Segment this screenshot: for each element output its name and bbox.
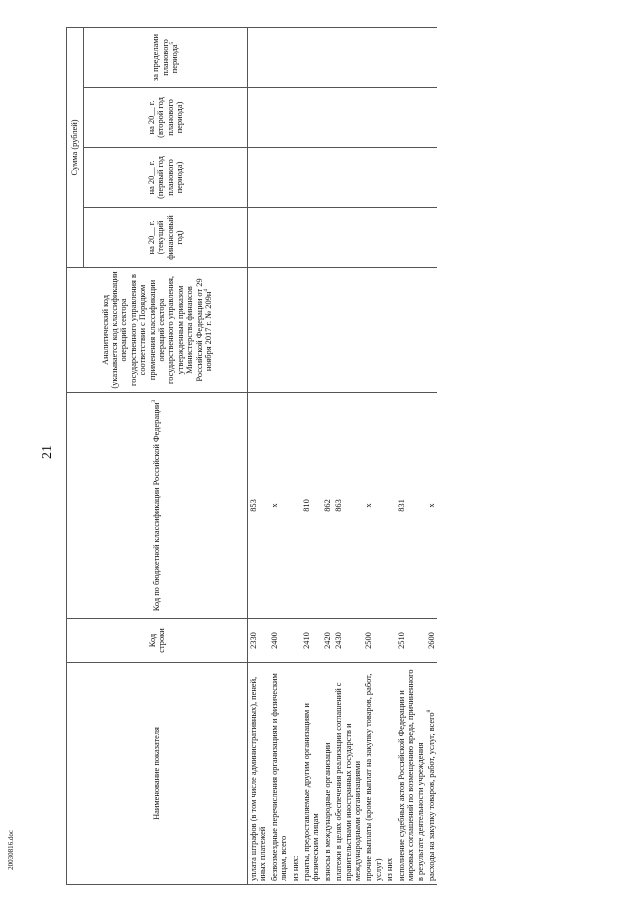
row-code: 2410 [301,619,322,663]
row-kbk: 831 [396,393,426,619]
table-row [426,27,437,884]
row-sum-beyond [290,27,301,87]
row-sum-second [248,88,269,148]
table-row [269,27,290,884]
header-code: Код строки [67,619,248,663]
row-sum-current [322,208,333,268]
row-name: расходы на закупку товаров, работ, услуг, всего$^8$ [426,663,437,885]
row-name: из них: [290,663,301,885]
row-analytic [333,268,363,393]
row-analytic [426,268,437,393]
row-code: 2400 [269,619,290,663]
header-first-plan-year: на 20__ г. (первый год планового периода) [84,148,248,208]
row-analytic [290,268,301,393]
row-code: 2510 [396,619,426,663]
header-beyond-plan: за пределами планового периода$^5$ [84,27,248,87]
row-sum-second [290,88,301,148]
row-sum-current [290,208,301,268]
row-sum-first [301,148,322,208]
row-name: взносы в международные организации [322,663,333,885]
row-kbk: x [363,393,384,619]
row-sum-first [384,148,395,208]
table-row [248,27,269,884]
row-sum-second [301,88,322,148]
row-name: безвозмездные перечисления организациям и физическим лицам, всего [269,663,290,885]
table-row [322,27,333,884]
row-sum-beyond [248,27,269,87]
header-second-plan-year: на 20__ г. (второй год планового периода) [84,88,248,148]
row-kbk [384,393,395,619]
row-sum-first [333,148,363,208]
page-number: 21 [40,445,55,459]
row-sum-beyond [333,27,363,87]
row-kbk [290,393,301,619]
row-kbk: 863 [333,393,363,619]
row-sum-beyond [396,27,426,87]
table-row [301,27,322,884]
row-code [384,619,395,663]
row-sum-first [363,148,384,208]
row-sum-first [426,148,437,208]
row-sum-current [396,208,426,268]
header-analytic-code: Аналитический код (указывается код классификации операций сектора государственного управления в соответствии с Порядком применения классификации операций сектора государственного управления, утвержденным приказом Министерства финансов Российской Федерации от 29 ноября 2017 г. № $209н^4$ [67,268,248,393]
header-sum-group: Сумма (рублей) [67,27,84,267]
row-analytic [363,268,384,393]
table-row [290,27,301,884]
row-sum-beyond [426,27,437,87]
row-code: 2330 [248,619,269,663]
row-sum-second [322,88,333,148]
row-sum-current [269,208,290,268]
footer-file-name: 20030816.doc [7,830,15,870]
row-sum-first [269,148,290,208]
row-sum-beyond [384,27,395,87]
row-sum-second [426,88,437,148]
row-code: 2420 [322,619,333,663]
row-analytic [269,268,290,393]
row-sum-beyond [269,27,290,87]
row-code: 2500 [363,619,384,663]
row-sum-second [396,88,426,148]
row-analytic [248,268,269,393]
row-sum-current [248,208,269,268]
row-kbk: 862 [322,393,333,619]
header-current-year: на 20__ г. (текущий финансовый год) [84,208,248,268]
row-kbk: 853 [248,393,269,619]
row-sum-second [269,88,290,148]
row-name: прочие выплаты (кроме выплат на закупку товаров, работ, услуг) [363,663,384,885]
row-sum-first [322,148,333,208]
row-sum-beyond [322,27,333,87]
row-analytic [396,268,426,393]
row-name: исполнение судебных актов Российской Федерации и мировых соглашений по возмещению вреда, причиненного в результате деятельности учреждения [396,663,426,885]
row-sum-second [363,88,384,148]
row-kbk: 810 [301,393,322,619]
row-sum-first [290,148,301,208]
table-row [333,27,363,884]
table-row [396,27,426,884]
row-analytic [301,268,322,393]
table-row [384,27,395,884]
row-name: из них [384,663,395,885]
row-kbk: x [269,393,290,619]
rotated-form-sheet [66,30,436,885]
row-analytic [384,268,395,393]
header-name: Наименование показателя [67,663,248,885]
row-code [290,619,301,663]
header-kbk: Код по бюджетной классификации Российской Федерации$^3$ [67,393,248,619]
row-sum-current [301,208,322,268]
row-sum-first [248,148,269,208]
row-name: гранты, предоставляемые другим организациям и физическим лицам [301,663,322,885]
row-sum-current [363,208,384,268]
table-row [363,27,384,884]
row-name: платежи в целях обеспечения реализации соглашений с правительствами иностранных государств и международными организациями [333,663,363,885]
row-sum-current [333,208,363,268]
row-name: уплата штрафов (в том числе административных), пеней, иных платежей [248,663,269,885]
row-sum-beyond [363,27,384,87]
row-sum-beyond [301,27,322,87]
row-kbk: x [426,393,437,619]
row-analytic [322,268,333,393]
row-sum-first [396,148,426,208]
row-code: 2430 [333,619,363,663]
row-code: 2600 [426,619,437,663]
row-sum-second [333,88,363,148]
row-sum-second [384,88,395,148]
plan-table [66,27,437,885]
row-sum-current [384,208,395,268]
row-sum-current [426,208,437,268]
